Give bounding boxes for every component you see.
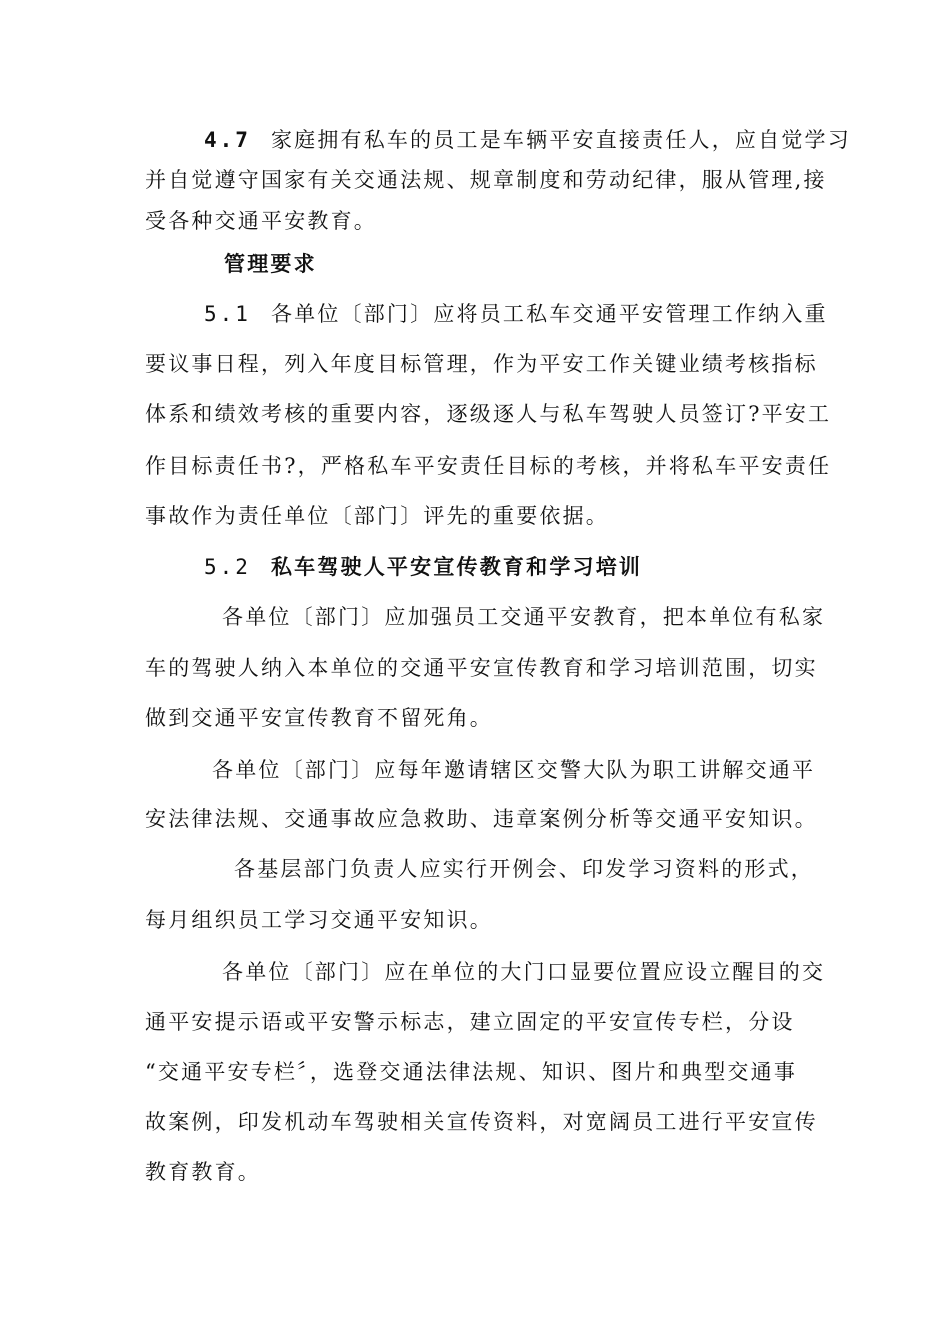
paragraph-d-line-2: 通平安提示语或平安警示标志，建立固定的平安宣传专栏，分设 <box>145 1010 795 1034</box>
section-5-2-title: 私车驾驶人平安宣传教育和学习培训 <box>270 554 643 579</box>
section-5-2-number: 5.2 <box>204 555 251 579</box>
paragraph-a-line-2: 车的驾驶人纳入本单位的交通平安宣传教育和学习培训范围，切实 <box>145 656 818 680</box>
section-4-7-line-1 <box>204 126 851 154</box>
section-4-7-line-3: 受各种交通平安教育。 <box>145 209 377 233</box>
section-5-1-line-5: 事故作为责任单位〔部门〕评先的重要依据。 <box>145 504 609 528</box>
paragraph-d-line-3: “交通平安专栏〞，选登交通法律法规、知识、图片和典型交通事 <box>145 1060 798 1084</box>
paragraph-c-line-1: 各基层部门负责人应实行开例会、印发学习资料的形式， <box>234 857 814 881</box>
section-5-1-line-2: 要议事日程，列入年度目标管理，作为平安工作关键业绩考核指标 <box>145 352 818 376</box>
paragraph-c-line-2: 每月组织员工学习交通平安知识。 <box>145 908 493 932</box>
section-4-7-number: 4.7 <box>204 128 251 152</box>
section-5-1-number: 5.1 <box>204 302 251 326</box>
section-5-2-heading <box>204 553 814 581</box>
section-5-1-text-1: 各单位〔部门〕应将员工私车交通平安管理工作纳入重 <box>270 302 828 326</box>
section-4-7-line-2: 并自觉遵守国家有关交通法规、规章制度和劳动纪律，服从管理,接 <box>145 168 827 192</box>
paragraph-d-line-4: 故案例，印发机动车驾驶相关宣传资料，对宽阔员工进行平安宣传 <box>145 1110 818 1134</box>
paragraph-a-line-1: 各单位〔部门〕应加强员工交通平安教育，把本单位有私家 <box>222 605 826 629</box>
paragraph-a-line-3: 做到交通平安宣传教育不留死角。 <box>145 706 493 730</box>
paragraph-b-line-2: 安法律法规、交通事故应急救助、违章案例分析等交通平安知识。 <box>145 807 818 831</box>
paragraph-d-line-1: 各单位〔部门〕应在单位的大门口显要位置应设立醒目的交 <box>222 960 826 984</box>
paragraph-b-line-1: 各单位〔部门〕应每年邀请辖区交警大队为职工讲解交通平 <box>212 758 816 782</box>
section-5-1-line-1 <box>204 300 828 328</box>
management-heading: 管理要求 <box>224 251 317 276</box>
paragraph-d-line-5: 教育教育。 <box>145 1160 261 1184</box>
section-4-7-text-1: 家庭拥有私车的员工是车辆平安直接责任人，应自觉学习 <box>270 128 851 152</box>
section-5-1-line-3: 体系和绩效考核的重要内容，逐级逐人与私车驾驶人员签订?平安工 <box>145 402 832 426</box>
section-5-1-line-4: 作目标责任书?，严格私车平安责任目标的考核，并将私车平安责任 <box>145 454 832 478</box>
